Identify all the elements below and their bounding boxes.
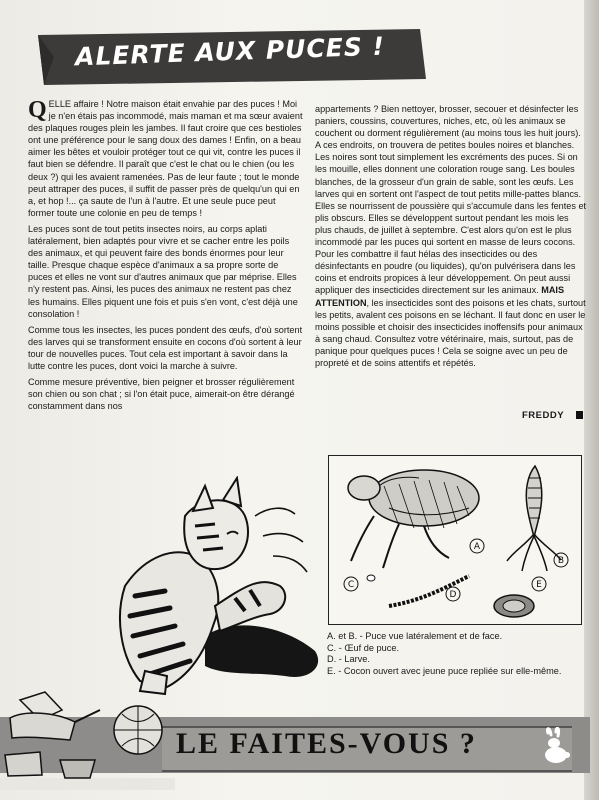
article-title: ALERTE AUX PUCES ! — [74, 31, 386, 72]
flea-lifecycle-figure — [328, 455, 582, 625]
caption-line: C. - Œuf de puce. — [327, 642, 400, 653]
figure-label-b: B — [557, 556, 565, 566]
caption-line: D. - Larve. — [327, 654, 370, 664]
drop-cap: Q — [28, 97, 47, 123]
paragraph-text: ELLE affaire ! Notre maison était envahie par des puces ! Moi je n'en étais pas incommodé, mais maman et ma sœur avaient des plaques rouges plein les jambes. Il faut croire que ces bestioles ont une préférence pour le sang doux des dames ! Enfin, on a beau aimer les bêtes et vouloir protéger tout ce qui vit, contre les puces il faut bien se défendre. Il paraît que c'est le chat ou le chien (ou les deux ?) qui les avaient ramenées. Pas de leur faute ; tout le monde peut attraper des puces, il suffit de passer près de quelqu'un qui en a, et hop !... ça saute de l'un à l'autre. Et une seule puce peut former toute une colonie en peu de temps ! — [28, 99, 303, 218]
warning-emphasis: MAIS ATTENTION — [315, 285, 565, 308]
paragraph: Les puces sont de tout petits insectes noirs, au corps aplati latéralement, bien adaptés pour vivre et se cacher entre les poils des animaux, et qui peuvent faire des bonds énormes pour leur taille. Presque chaque espèce d'animaux a sa propre sorte de puces et elles ne vont sur d'autres animaux que par méprise. Elles n'y restent pas. Ainsi, les puces des animaux ne restent pas chez les humains. Elles piquent une fois et puis s'en vont, c'est déjà une consolation ! — [28, 223, 298, 319]
article-column-right — [315, 103, 587, 373]
rabbit-icon — [534, 727, 574, 767]
article-column-left — [28, 98, 304, 416]
paragraph-text: , les insecticides sont des poisons et les chats, surtout les petits, avalent ces poisons en se léchant. Il faut donc en user le moins possible et choisir des insecticides inoffensifs pour animaux à sang chaud. Consultez votre vétérinaire, mais, surtout, pas de panique pour quelques puces ! Cela se soigne avec un peu de propreté et de soins attentifs et répétés. — [315, 297, 586, 368]
paragraph — [315, 103, 587, 369]
figure-caption — [327, 631, 577, 677]
figure-label-e: E — [536, 580, 542, 590]
title-banner — [34, 27, 426, 87]
flea-cocoon-drawing — [494, 595, 534, 617]
author-signature: FREDDY — [522, 410, 565, 421]
paragraph-text: appartements ? Bien nettoyer, brosser, secouer et désinfecter les paniers, coussins, couvertures, niches, etc, où les animaux se couchent ou dorment régulièrement (au moins tous les huit jours). A ces endroits, on trouvera de petites boules noires et blanches. Les noires sont tout simplement les excréments des puces. Si on les mouille, elles donnent une coloration rouge sang. Les boules blanches, de la grosseur d'un grain de sable, sont les œufs. Les larves qui en sortent ont l'aspect de tout petits mille-pattes blancs. Elles se nourrissent de poussière qui s'accumule dans les fentes et plis obscurs. Elles se développent surtout pendant les mois les plus chauds, de juillet à septembre. C'est alors qu'on est le plus incommodé par les puces qui sortent en masse de leurs cocons. Pour les combattre il faut hélas des insecticides ou des désinfectants en poudre (ou liquides), qu'on pulvérisera dans les coins et endroits propices à leur développement. On peut aussi appliquer des insecticides directement sur les animaux. — [315, 104, 587, 296]
flea-larva-drawing — [389, 576, 469, 606]
paragraph: Comme mesure préventive, bien peigner et brosser régulièrement son chien ou son chat ; si l'on était puce, aimerait-on être dérangé constamment dans nos — [28, 377, 295, 412]
flower-pot-icon — [60, 760, 95, 778]
garden-tools-illustration — [0, 680, 175, 790]
section-title: LE FAITES-VOUS ? — [176, 727, 477, 760]
end-mark — [576, 411, 583, 419]
caption-line: E. - Cocon ouvert avec jeune puce repliée sur elle-même. — [327, 665, 562, 676]
figure-label-c: C — [347, 580, 355, 590]
flea-egg-drawing — [367, 575, 375, 581]
flea-side-view-drawing — [348, 470, 479, 568]
figure-label-d: D — [449, 590, 457, 600]
paragraph — [28, 98, 304, 219]
flea-drawings — [329, 456, 581, 624]
caption-line: A. et B. - Puce vue latéralement et de face. — [327, 631, 503, 641]
paragraph: Comme tous les insectes, les puces pondent des œufs, d'où sortent des larves qui se transforment ensuite en cocons d'où sortent à leur tour de nouvelles puces. Tout cela est important à savoir dans la lutte contre les puces, dont voici la marche à suivre. — [28, 324, 303, 371]
flea-front-view-drawing — [507, 466, 561, 571]
figure-label-a: A — [473, 542, 481, 552]
scratching-cat-illustration — [95, 476, 330, 701]
